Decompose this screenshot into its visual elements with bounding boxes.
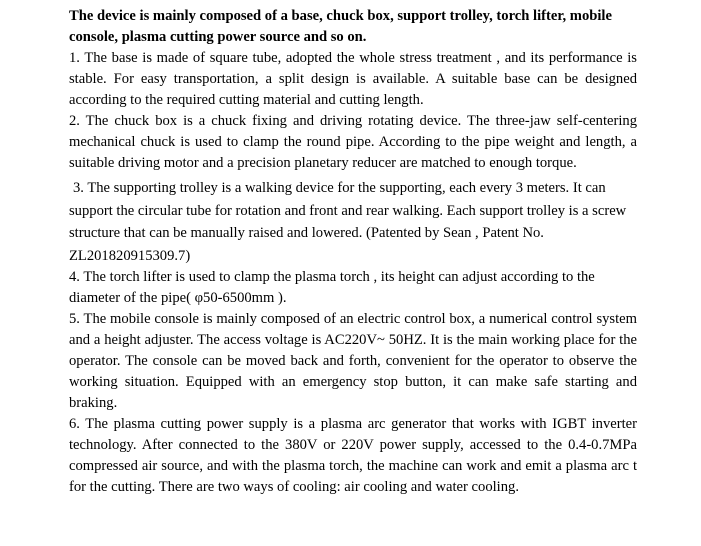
document-body (69, 6, 637, 498)
paragraph-chuck-box: 2. The chuck box is a chuck fixing and driving rotating device. The three-jaw self-centering mechanical chuck is used to clamp the round pipe. According to the pipe weight and length, a suitable driving motor and a precision planetary reducer are matched to enough torque. (69, 113, 637, 171)
paragraph-support-trolley: 3. The supporting trolley is a walking device for the supporting, each every 3 meters. It can support the circular tube for rotation and front and rear walking. Each support trolley is a screw structure that can be manually raised and lowered. (Patented by Sean , Patent No. ZL201820915309.7) (69, 180, 627, 264)
paragraph-mobile-console: 5. The mobile console is mainly composed of an electric control box, a numerical control system and a height adjuster. The access voltage is AC220V~ 50HZ. It is the main working place for the operator. The console can be moved back and forth, convenient for the operator to observe the working situation. Equipped with an emergency stop button, it can make safe starting and braking. (69, 311, 637, 411)
document-heading: The device is mainly composed of a base, chuck box, support trolley, torch lifter, mobile console, plasma cutting power source and so on. (69, 8, 612, 45)
paragraph-base: 1. The base is made of square tube, adopted the whole stress treatment , and its performance is stable. For easy transportation, a split design is available. A suitable base can be designed according to the required cutting material and cutting length. (69, 50, 637, 108)
paragraph-torch-lifter: 4. The torch lifter is used to clamp the plasma torch , its height can adjust according to the diameter of the pipe( φ50-6500mm ). (69, 269, 595, 306)
paragraph-plasma-power-supply: 6. The plasma cutting power supply is a plasma arc generator that works with IGBT inverter technology. After connected to the 380V or 220V power supply, accessed to the 0.4-0.7MPa compressed air source, and with the plasma torch, the machine can work and emit a plasma arc t for the cutting. There are two ways of cooling: air cooling and water cooling. (69, 416, 637, 495)
